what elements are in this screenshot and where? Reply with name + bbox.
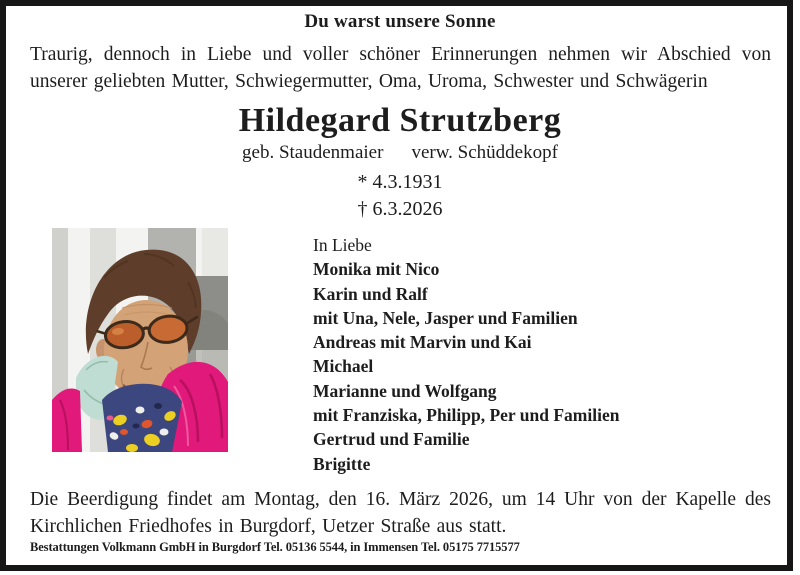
- motto-text: Du warst unsere Sonne: [304, 11, 496, 32]
- life-dates-block: [358, 169, 443, 222]
- farewell-heading: In Liebe: [313, 235, 372, 255]
- mourners-list: [313, 233, 619, 476]
- mourner-item: Brigitte: [313, 453, 371, 474]
- birth-name: geb. Staudenmaier: [242, 142, 384, 163]
- funeral-home-text: Bestattungen Volkmann GmbH in Burgdorf Tel. 05136 5544, in Immensen Tel. 05175 7715577: [30, 540, 520, 554]
- birth-date: * 4.3.1931: [357, 171, 443, 193]
- portrait-photo-illustration: [52, 228, 228, 452]
- mourner-item: Marianne und Wolfgang: [313, 380, 497, 401]
- mourner-item: mit Una, Nele, Jasper und Familien: [313, 307, 578, 328]
- mourner-item: Monika mit Nico: [313, 259, 440, 280]
- mourner-item: Gertrud und Familie: [313, 429, 470, 450]
- widowed-name: verw. Schüddekopf: [411, 142, 558, 163]
- portrait-photo: [52, 228, 228, 452]
- life-dates: [30, 169, 770, 222]
- mourner-item: Karin und Ralf: [313, 283, 428, 304]
- funeral-info-text: Die Beerdigung findet am Montag, den 16. März 2026, um 14 Uhr von der Kapelle des Kirchlichen Friedhofes in Burgdorf, Uetzer Straße aus statt.: [30, 489, 771, 537]
- deceased-name: Hildegard Strutzberg: [238, 102, 562, 139]
- mourner-item: Andreas mit Marvin und Kai: [313, 332, 532, 353]
- mourner-item: Michael: [313, 356, 374, 377]
- death-date: † 6.3.2026: [357, 197, 443, 220]
- name-subline: [30, 142, 770, 164]
- mourner-item: mit Franziska, Philipp, Per und Familien: [313, 405, 620, 426]
- intro-text: Traurig, dennoch in Liebe und voller schöner Erinnerungen nehmen wir Abschied von unserer geliebten Mutter, Schwiegermutter, Oma, Uroma, Schwester und Schwägerin: [30, 44, 771, 92]
